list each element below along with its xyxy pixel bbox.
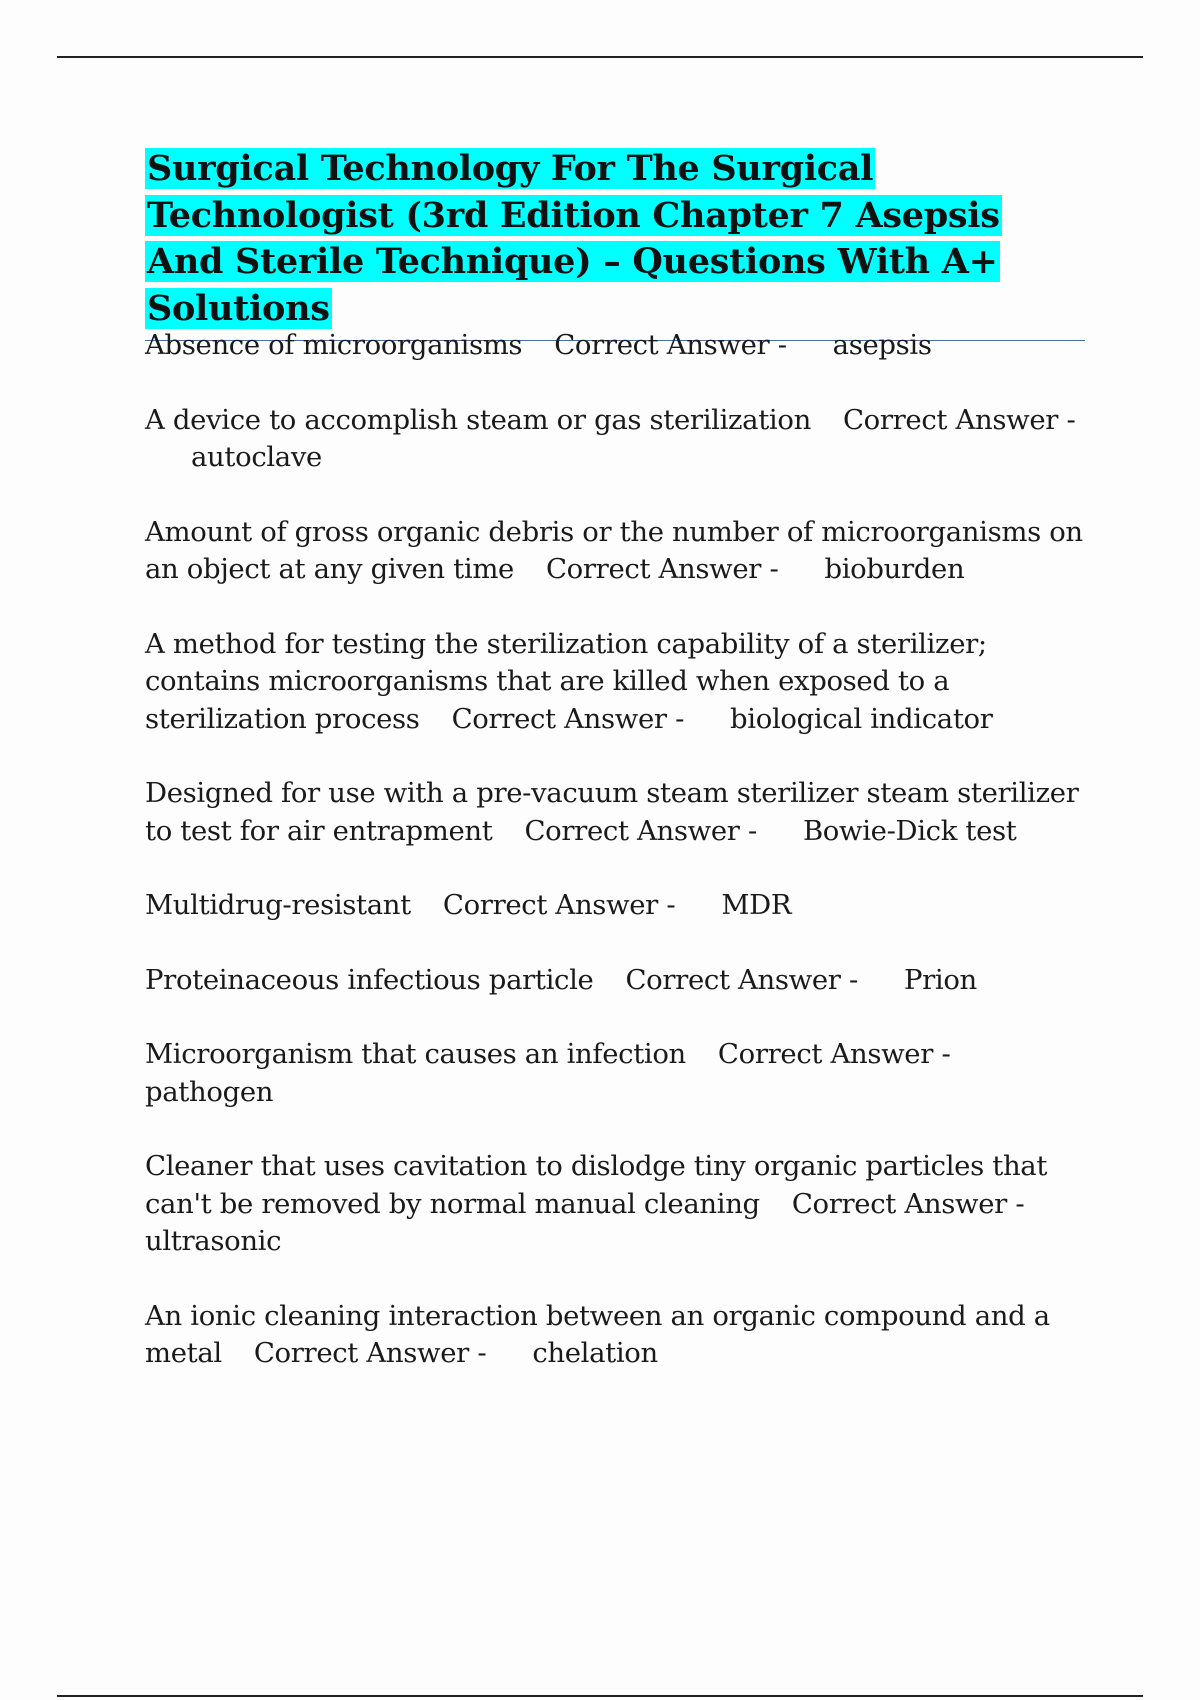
answer-dash: - [666,889,676,921]
answer-label: Correct Answer [717,1038,934,1070]
answer-label: Correct Answer [545,553,762,585]
question-text: Proteinaceous infectious particle [145,963,594,996]
qa-item [145,1148,1095,1261]
question-text: A device to accomplish steam or gas sterilization [145,403,811,436]
qa-item [145,962,1095,1000]
answer-dash: - [477,1337,487,1369]
bottom-rule [57,1695,1143,1697]
answer-dash: - [849,963,858,996]
qa-item [145,626,1095,739]
answer-text: asepsis [832,329,932,361]
qa-list [145,327,1095,1410]
answer-text: Bowie-Dick test [802,814,1017,847]
answer-text: autoclave [191,441,322,473]
qa-item [145,1036,1095,1111]
answer-dash: - [1066,403,1076,436]
qa-item [145,775,1095,850]
answer-dash: - [748,814,757,847]
qa-item [145,887,1095,925]
answer-dash: - [675,702,685,735]
question-text: Multidrug-resistant [145,889,411,921]
answer-text: pathogen [145,1075,274,1108]
answer-label: Correct Answer [842,403,1059,436]
answer-label: Correct Answer [791,1187,1007,1220]
answer-label: Correct Answer [451,702,667,735]
answer-dash: - [769,553,779,585]
answer-text: chelation [532,1337,658,1369]
answer-label: Correct Answer [554,329,770,361]
top-rule [57,56,1143,58]
answer-label: Correct Answer [442,889,658,921]
question-text: An ionic cleaning interaction between an organic compound and a metal [145,1299,1050,1369]
question-text: Microorganism that causes an infection [145,1038,686,1070]
document-title [145,146,1085,332]
answer-label: Correct Answer [625,963,841,996]
question-text: A method for testing the sterilization capability of a sterilizer; contains microorganisms that are killed when exposed to a sterilization process [145,627,987,735]
question-text: Cleaner that uses cavitation to dislodge tiny organic particles that can't be removed by normal manual cleaning [145,1150,1048,1220]
answer-text: bioburden [824,553,965,585]
question-text: Amount of gross organic debris or the number of microorganisms on an object at any given time [145,515,1083,585]
question-text: Absence of microorganisms [145,329,523,361]
answer-text: biological indicator [730,702,993,735]
answer-text: ultrasonic [145,1225,282,1257]
qa-item [145,1298,1095,1373]
qa-item [145,514,1095,589]
answer-dash: - [941,1038,951,1070]
qa-item [145,327,1095,365]
title-block [145,146,1085,341]
answer-dash: - [1015,1187,1025,1220]
answer-dash: - [777,329,787,361]
qa-item [145,402,1095,477]
document-title-text: Surgical Technology For The Surgical Technologist (3rd Edition Chapter 7 Asepsis And Sterile Technique) – Questions With A+ Solutions [147,148,1000,329]
answer-label: Correct Answer [253,1337,469,1369]
answer-text: MDR [721,889,792,921]
question-text: Designed for use with a pre-vacuum steam sterilizer steam sterilizer to test for air entrapment [145,777,1079,847]
answer-label: Correct Answer [524,814,740,847]
answer-text: Prion [903,963,977,996]
